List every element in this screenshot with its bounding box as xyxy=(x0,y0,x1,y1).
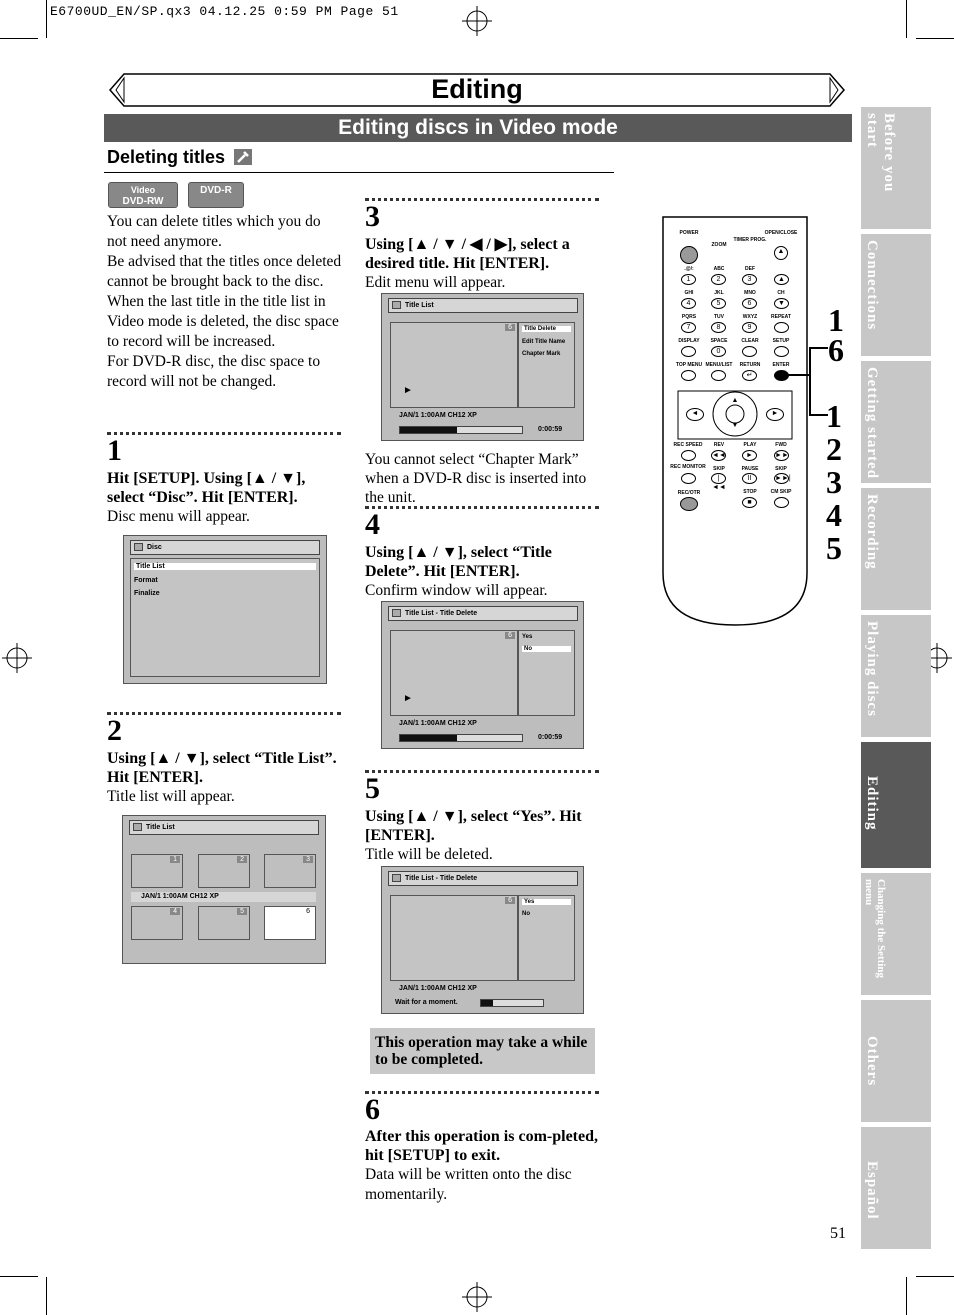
digit-button[interactable]: 1 xyxy=(681,274,696,285)
disc-menu-screen xyxy=(123,535,327,684)
menu-item[interactable]: Yes xyxy=(522,634,533,640)
play-icon: ► xyxy=(403,693,413,704)
digit-button[interactable]: 3 xyxy=(742,274,757,285)
menu-item[interactable]: Format xyxy=(134,577,158,584)
step-2-text: Using [▲ / ▼], select “Title List”. Hit [ENTER]. Title list will appear. xyxy=(107,750,337,805)
page-number: 51 xyxy=(830,1225,846,1242)
menu-panel xyxy=(518,630,575,716)
crop-mark xyxy=(916,38,954,39)
screen-title: Title List - Title Delete xyxy=(388,871,578,886)
digit-button[interactable]: 8 xyxy=(711,322,726,333)
stop-button[interactable]: ■ xyxy=(742,497,757,508)
step-3-text: Using [▲ / ▼ / ◀ / ▶], select a desired title. Hit [ENTER]. Edit menu will appear. xyxy=(365,236,570,291)
skip-forward-button[interactable]: ►►| xyxy=(775,475,791,482)
title-thumbnail[interactable]: 1 xyxy=(131,854,183,888)
down-arrow-button[interactable]: ▼ xyxy=(731,422,739,429)
section-rule xyxy=(104,172,614,173)
crop-mark xyxy=(46,1277,47,1315)
wait-message: Wait for a moment. xyxy=(395,999,458,1006)
preview-panel: 6 ► xyxy=(390,322,518,408)
screen-title: Disc xyxy=(130,540,320,555)
subsection-title: Deleting titles xyxy=(107,147,252,168)
page-title: Editing xyxy=(431,74,523,104)
step-6-text: After this operation is com-pleted, hit [SETUP] to exit. Data will be written onto the disc momentarily. xyxy=(365,1128,598,1203)
up-arrow-button[interactable]: ▲ xyxy=(731,397,739,404)
crop-mark xyxy=(46,0,47,38)
crop-mark xyxy=(0,38,38,39)
step-5-text: Using [▲ / ▼], select “Yes”. Hit [ENTER]. Title will be deleted. xyxy=(365,808,582,863)
step-divider xyxy=(365,770,599,773)
pause-button[interactable]: II xyxy=(742,473,757,484)
digit-button[interactable]: 0 xyxy=(711,346,726,357)
remote-control: ▲ POWER OPEN/CLOSE ZOOM TIMER PROG. .@/: 1 ABC 2 DEF 3 ▲ GHI 4 JKL 5 MNO 6 CH ▼ PQRS 7 TUV 8 WXYZ 9 REPEAT DISPLAY SPACE 0 CLEAR SETUP TOP MENU MENU/LIST RETURN ↵ ENTER ◄ ► ▲ ▼ REC SPEED REV ◄◄ PLAY ► FWD ►► REC MONITOR SKIP |◄◄ PAUSE II SKIP ►►| REC/OTR STOP ■ CM SKIP xyxy=(660,213,810,628)
right-arrow-button[interactable]: ► xyxy=(766,408,784,421)
step-number: 5 xyxy=(365,772,380,805)
title-info: JAN/1 1:00AM CH12 XP xyxy=(399,412,477,419)
menu-item[interactable]: Finalize xyxy=(134,590,160,597)
screen-title: Title List xyxy=(388,298,578,313)
time-readout: 0:00:59 xyxy=(538,734,563,741)
menu-item[interactable]: Title List xyxy=(134,563,316,570)
registration-mark xyxy=(462,6,492,36)
menu-list-button[interactable] xyxy=(711,370,726,381)
tab-editing[interactable]: Editing xyxy=(861,742,931,868)
ch-down-button[interactable]: ▼ xyxy=(774,298,789,309)
confirm-screen xyxy=(381,601,584,749)
callout-numbers-b: 1 2 3 4 5 xyxy=(826,398,842,566)
rec-monitor-button[interactable] xyxy=(681,473,696,484)
tab-connections[interactable]: Connections xyxy=(861,234,931,356)
menu-item[interactable]: Edit Title Name xyxy=(522,339,566,345)
preview-panel: 6 ► xyxy=(390,630,518,716)
crop-mark xyxy=(0,1276,38,1277)
step-number: 6 xyxy=(365,1093,380,1126)
screen-title: Title List - Title Delete xyxy=(388,606,578,621)
digit-button[interactable]: 9 xyxy=(742,322,757,333)
title-thumbnail-selected[interactable]: 6 xyxy=(264,906,316,940)
title-thumbnail[interactable]: 3 xyxy=(264,854,316,888)
title-info: JAN/1 1:00AM CH12 XP xyxy=(131,892,316,902)
screen-title: Title List xyxy=(129,820,319,835)
digit-button[interactable]: 7 xyxy=(681,322,696,333)
crop-mark xyxy=(906,1277,907,1315)
ch-up-button[interactable]: ▲ xyxy=(774,274,789,285)
tab-before-you-start[interactable]: Before you start xyxy=(861,107,931,229)
rev-button[interactable]: ◄◄ xyxy=(712,452,726,459)
tab-recording[interactable]: Recording xyxy=(861,488,931,610)
menu-item[interactable]: Yes xyxy=(522,899,571,905)
preview-panel: 6 xyxy=(390,895,518,981)
fwd-button[interactable]: ►► xyxy=(775,452,789,459)
crop-mark xyxy=(916,1276,954,1277)
play-icon: ► xyxy=(403,385,413,396)
callout-numbers-a: 1 6 xyxy=(828,302,844,368)
title-thumbnail[interactable]: 5 xyxy=(198,906,250,940)
dvd-rw-badge: Video DVD-RW xyxy=(108,182,178,208)
tab-getting-started[interactable]: Getting started xyxy=(861,361,931,483)
title-info: JAN/1 1:00AM CH12 XP xyxy=(399,985,477,992)
step-divider xyxy=(365,506,599,509)
menu-item[interactable]: No xyxy=(522,911,530,917)
digit-button[interactable]: 4 xyxy=(681,298,696,309)
menu-panel xyxy=(518,322,575,408)
digit-button[interactable]: 5 xyxy=(711,298,726,309)
title-info: JAN/1 1:00AM CH12 XP xyxy=(399,720,477,727)
disc-icon xyxy=(392,301,401,309)
step-number: 4 xyxy=(365,508,380,541)
section-banner: Editing discs in Video mode xyxy=(104,114,852,142)
progress-bar xyxy=(480,999,544,1007)
callout-lines xyxy=(780,340,830,420)
power-button[interactable] xyxy=(680,246,698,264)
menu-item[interactable]: No xyxy=(522,646,571,652)
menu-panel xyxy=(130,558,320,677)
registration-mark xyxy=(462,1282,492,1312)
clear-button[interactable] xyxy=(742,346,757,357)
menu-item[interactable]: Title Delete xyxy=(522,326,571,332)
disc-icon xyxy=(392,609,401,617)
return-button[interactable]: ↵ xyxy=(742,370,757,381)
title-thumbnail[interactable]: 2 xyxy=(198,854,250,888)
step-number: 3 xyxy=(365,200,380,233)
skip-back-button[interactable]: |◄◄ xyxy=(712,475,726,491)
step-4-text: Using [▲ / ▼], select “Title Delete”. Hit [ENTER]. Confirm window will appear. xyxy=(365,544,552,599)
tab-others[interactable]: Others xyxy=(861,1000,931,1122)
dvd-r-badge: DVD-R xyxy=(188,182,244,208)
rec-speed-button[interactable] xyxy=(681,450,696,461)
tab-playing-discs[interactable]: Playing discs xyxy=(861,615,931,737)
step-number: 2 xyxy=(107,714,122,747)
menu-panel xyxy=(518,895,575,981)
wrench-icon xyxy=(234,149,252,165)
step-divider xyxy=(365,198,599,201)
progress-bar xyxy=(399,734,523,742)
progress-bar xyxy=(399,426,523,434)
step-divider xyxy=(107,432,341,435)
top-menu-button[interactable] xyxy=(681,370,696,381)
deleting-screen xyxy=(381,866,584,1014)
title-thumbnail[interactable]: 4 xyxy=(131,906,183,940)
digit-button[interactable]: 2 xyxy=(711,274,726,285)
page-title-banner xyxy=(108,72,846,108)
step-divider xyxy=(365,1091,599,1094)
intro-text: You can delete titles which you do not need anymore. Be advised that the titles once deleted cannot be brought back to the disc. When the last title in the title list in Video mode is deleted, the disc space to record will be increased. For DVD-R disc, the disc space to record will not be changed. xyxy=(107,213,342,390)
disc-icon xyxy=(134,543,143,551)
step-1-text: Hit [SETUP]. Using [▲ / ▼], select “Disc”. Hit [ENTER]. Disc menu will appear. xyxy=(107,470,306,525)
play-button[interactable]: ► xyxy=(742,450,757,461)
tab-espanol[interactable]: Español xyxy=(861,1127,931,1249)
time-readout: 0:00:59 xyxy=(538,426,563,433)
disc-icon xyxy=(392,874,401,882)
step-3-note: You cannot select “Chapter Mark” when a DVD-R disc is inserted into the unit. xyxy=(365,451,587,506)
cm-skip-button[interactable] xyxy=(774,497,789,508)
eject-button[interactable]: ▲ xyxy=(774,246,788,260)
note-box: This operation may take a while to be completed. xyxy=(370,1028,595,1074)
rec-otr-button[interactable] xyxy=(680,497,698,511)
tab-changing-setting-menu[interactable]: Changing the Setting menu xyxy=(861,873,931,995)
disc-icon xyxy=(133,823,142,831)
step-divider xyxy=(107,712,341,715)
step-number: 1 xyxy=(107,434,122,467)
repeat-button[interactable] xyxy=(774,322,789,333)
display-button[interactable] xyxy=(681,346,696,357)
edit-menu-screen xyxy=(381,293,584,441)
crop-mark xyxy=(906,0,907,38)
left-arrow-button[interactable]: ◄ xyxy=(686,408,704,421)
print-header: E6700UD_EN/SP.qx3 04.12.25 0:59 PM Page 51 xyxy=(50,4,399,19)
digit-button[interactable]: 6 xyxy=(742,298,757,309)
title-list-screen xyxy=(122,815,326,964)
registration-mark xyxy=(2,643,32,673)
menu-item[interactable]: Chapter Mark xyxy=(522,351,561,357)
